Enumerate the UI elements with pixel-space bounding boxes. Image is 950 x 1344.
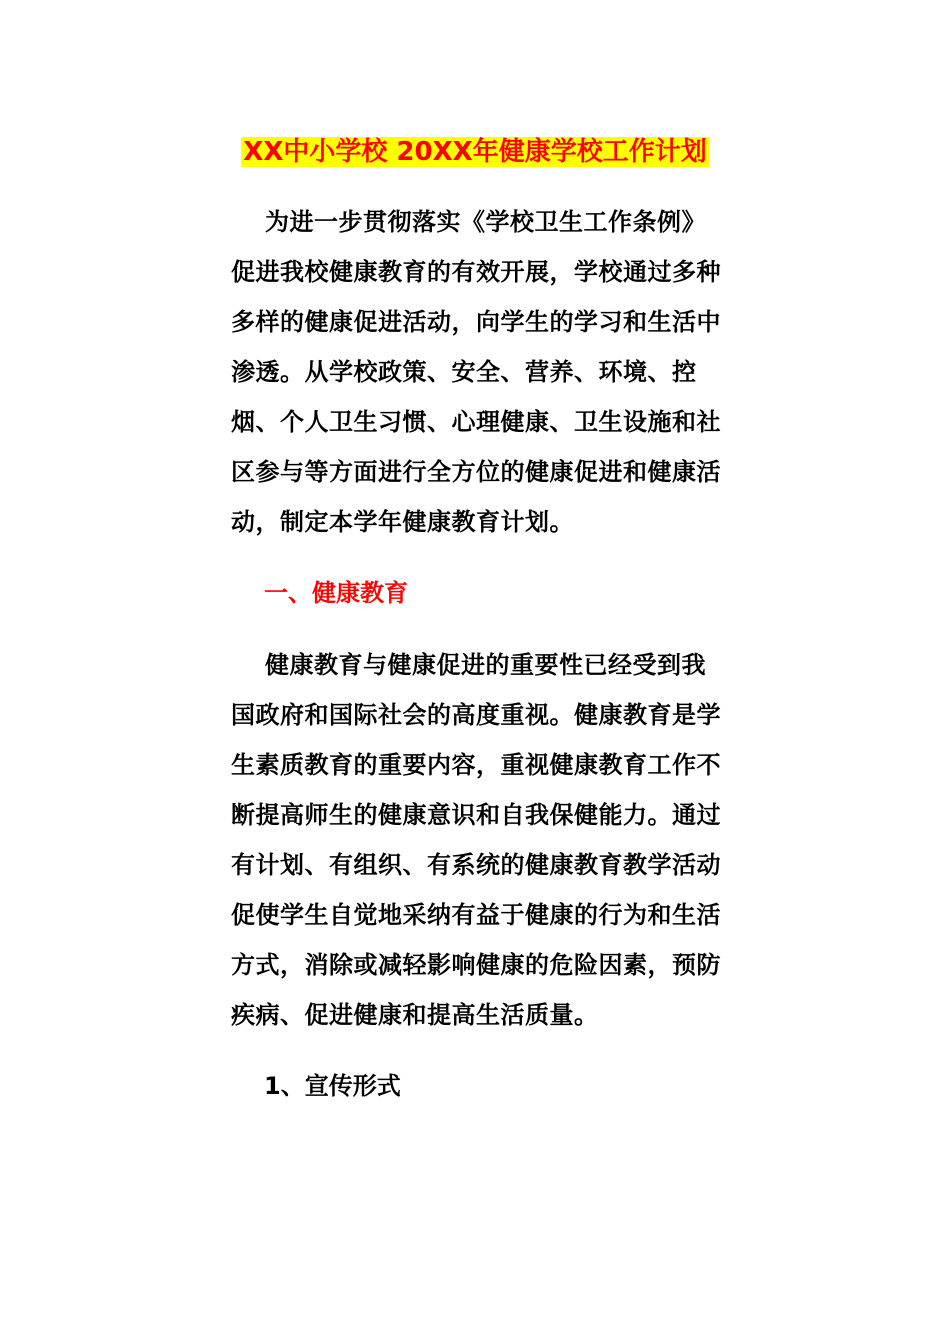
section-paragraph: 健康教育与健康促进的重要性已经受到我国政府和国际社会的高度重视。健康教育是学生素质教育的重要内容，重视健康教育工作不断提高师生的健康意识和自我保健能力。通过有计划、有组织、有系统的健康教育教学活动促使学生自觉地采纳有益于健康的行为和生活方式，消除或减轻影响健康的危险因素，预防疾病、促进健康和提高生活质量。 bbox=[231, 651, 721, 1029]
subsection-heading-promotion-form: 1、宣传形式 bbox=[264, 1072, 401, 1100]
section-heading-health-education: 一、健康教育 bbox=[264, 579, 408, 607]
document-title bbox=[0, 134, 950, 170]
intro-paragraph: 为进一步贯彻落实《学校卫生工作条例》促进我校健康教育的有效开展，学校通过多种多样的健康促进活动，向学生的学习和生活中渗透。从学校政策、安全、营养、环境、控烟、个人卫生习惯、心理健康、卫生设施和社区参与等方面进行全方位的健康促进和健康活动，制定本学年健康教育计划。 bbox=[231, 208, 721, 536]
document-title-text: XX中小学校 20XX年健康学校工作计划 bbox=[243, 137, 707, 167]
